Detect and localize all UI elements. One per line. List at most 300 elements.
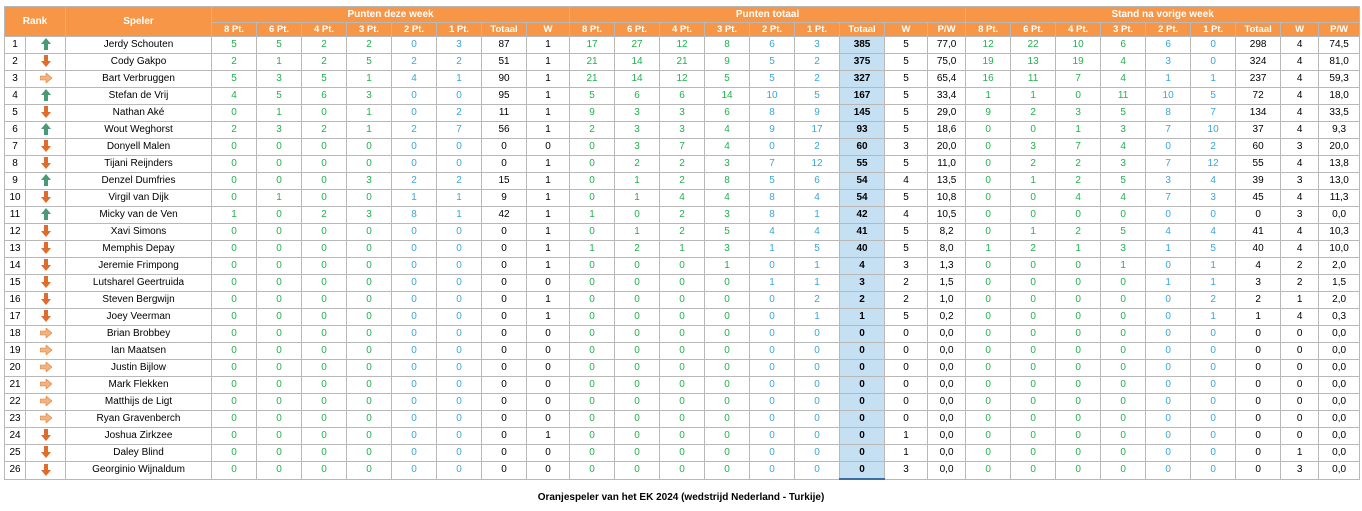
total-cell: 1,3 [928,258,966,275]
total-cell: 8 [705,173,750,190]
week-cell: 0 [482,394,527,411]
prev-cell: 9 [966,105,1011,122]
week-cell: 1 [527,105,570,122]
week-cell: 0 [482,343,527,360]
week-cell: 0 [212,156,257,173]
week-cell: 0 [437,360,482,377]
table-row [5,156,1360,173]
week-cell: 2 [212,54,257,71]
player-name: Georginio Wijnaldum [66,462,212,480]
player-name: Joshua Zirkzee [66,428,212,445]
total-cell: 1 [750,241,795,258]
trend-cell [26,462,66,480]
prev-col-header: W [1281,23,1319,37]
prev-cell: 3 [1146,54,1191,71]
week-cell: 0 [392,428,437,445]
total-cell: 1 [615,190,660,207]
rank-cell: 22 [5,394,26,411]
week-cell: 0 [257,309,302,326]
total-cell: 0 [615,258,660,275]
prev-cell: 0 [1101,292,1146,309]
prev-cell: 0 [1281,377,1319,394]
week-cell: 90 [482,71,527,88]
total-cell: 0 [660,462,705,480]
prev-cell: 0 [1011,445,1056,462]
week-cell: 0 [302,173,347,190]
total-cell: 12 [660,37,705,54]
table-row [5,445,1360,462]
total-cell: 0 [660,360,705,377]
week-cell: 0 [212,105,257,122]
total-cell: 4 [660,190,705,207]
prev-cell: 4 [1236,258,1281,275]
trend-cell [26,241,66,258]
prev-cell: 0 [1236,377,1281,394]
week-cell: 0 [257,224,302,241]
week-cell: 1 [527,88,570,105]
rank-header: Rank [5,7,66,37]
total-cell: 1,5 [928,275,966,292]
arrow-right-icon [40,413,52,424]
table-row [5,207,1360,224]
prev-cell: 0 [966,292,1011,309]
prev-cell: 5 [1101,105,1146,122]
rank-cell: 15 [5,275,26,292]
total-cell: 1 [615,173,660,190]
table-row [5,377,1360,394]
prev-cell: 0 [1281,326,1319,343]
week-cell: 0 [482,224,527,241]
prev-cell: 0 [1146,462,1191,480]
prev-cell: 0,3 [1319,309,1360,326]
week-cell: 4 [392,71,437,88]
total-cell: 60 [840,139,885,156]
prev-cell: 0 [1236,428,1281,445]
total-cell: 0 [660,326,705,343]
trend-cell [26,139,66,156]
prev-cell: 0 [1281,343,1319,360]
week-cell: 1 [257,190,302,207]
player-name: Ian Maatsen [66,343,212,360]
prev-cell: 4 [1281,71,1319,88]
total-cell: 0 [705,428,750,445]
prev-cell: 0 [966,343,1011,360]
total-cell: 5 [885,122,928,139]
total-cell: 3 [705,156,750,173]
arrow-down-icon [41,158,51,169]
total-cell: 1 [885,445,928,462]
prev-cell: 0 [1146,309,1191,326]
week-cell: 0 [302,445,347,462]
week-cell: 0 [392,224,437,241]
prev-cell: 0 [1146,343,1191,360]
total-cell: 0 [750,139,795,156]
table-row [5,258,1360,275]
week-cell: 0 [347,445,392,462]
total-cell: 0 [615,207,660,224]
prev-cell: 0 [1011,394,1056,411]
total-cell: 0 [660,445,705,462]
total-cell: 0 [840,360,885,377]
player-name: Mark Flekken [66,377,212,394]
week-cell: 0 [392,156,437,173]
week-cell: 1 [347,122,392,139]
week-cell: 1 [437,190,482,207]
total-col-header: 4 Pt. [660,23,705,37]
table-header [5,7,1360,37]
week-cell: 42 [482,207,527,224]
week-cell: 0 [347,360,392,377]
total-cell: 8 [705,37,750,54]
week-cell: 1 [527,207,570,224]
rank-cell: 8 [5,156,26,173]
prev-cell: 1 [1011,88,1056,105]
total-cell: 0 [570,292,615,309]
prev-cell: 0,0 [1319,394,1360,411]
week-cell: 0 [437,258,482,275]
total-col-header: 3 Pt. [705,23,750,37]
prev-col-header: 2 Pt. [1146,23,1191,37]
total-cell: 0 [570,326,615,343]
week-cell: 0 [482,139,527,156]
total-cell: 9 [750,122,795,139]
prev-cell: 0 [966,360,1011,377]
table-row [5,343,1360,360]
prev-col-header: 6 Pt. [1011,23,1056,37]
total-cell: 65,4 [928,71,966,88]
prev-cell: 4 [1191,224,1236,241]
prev-cell: 6 [1146,37,1191,54]
prev-cell: 1 [1281,445,1319,462]
total-cell: 0 [750,428,795,445]
week-cell: 87 [482,37,527,54]
total-cell: 0 [795,377,840,394]
week-col-header: W [527,23,570,37]
total-cell: 10,8 [928,190,966,207]
prev-cell: 13,8 [1319,156,1360,173]
total-cell: 14 [705,88,750,105]
prev-cell: 2 [1011,105,1056,122]
total-cell: 2 [885,292,928,309]
week-points-group-header: Punten deze week [212,7,570,23]
total-cell: 0 [795,343,840,360]
prev-cell: 1 [966,241,1011,258]
prev-cell: 0 [1191,326,1236,343]
player-name: Joey Veerman [66,309,212,326]
player-name: Donyell Malen [66,139,212,156]
prev-cell: 0 [1056,394,1101,411]
prev-cell: 0,0 [1319,343,1360,360]
prev-cell: 3 [1101,156,1146,173]
week-cell: 0 [302,394,347,411]
rank-cell: 26 [5,462,26,480]
total-cell: 12 [795,156,840,173]
trend-cell [26,360,66,377]
total-cell: 8,0 [928,241,966,258]
week-cell: 0 [257,411,302,428]
prev-cell: 0 [1236,326,1281,343]
total-cell: 10,5 [928,207,966,224]
week-cell: 0 [212,224,257,241]
arrow-up-icon [41,209,51,220]
week-cell: 0 [437,88,482,105]
prev-cell: 0 [1191,377,1236,394]
prev-cell: 0 [966,377,1011,394]
total-cell: 1 [840,309,885,326]
total-cell: 0 [570,190,615,207]
prev-cell: 0 [966,173,1011,190]
total-cell: 0 [885,377,928,394]
week-col-header: 1 Pt. [437,23,482,37]
prev-cell: 0 [1011,258,1056,275]
player-name: Jeremie Frimpong [66,258,212,275]
prev-cell: 1 [1191,71,1236,88]
week-cell: 0 [437,462,482,480]
total-cell: 0 [570,394,615,411]
prev-cell: 2 [1236,292,1281,309]
prev-cell: 0 [1056,88,1101,105]
total-cell: 0 [840,394,885,411]
table-row [5,224,1360,241]
prev-cell: 2 [1056,156,1101,173]
total-cell: 1 [705,258,750,275]
total-cell: 0 [570,411,615,428]
player-name: Bart Verbruggen [66,71,212,88]
week-cell: 0 [257,241,302,258]
week-cell: 1 [527,54,570,71]
week-cell: 1 [347,105,392,122]
week-cell: 5 [347,54,392,71]
prev-cell: 4 [1281,37,1319,54]
rank-cell: 20 [5,360,26,377]
prev-cell: 0 [1056,326,1101,343]
prev-cell: 39 [1236,173,1281,190]
table-row [5,54,1360,71]
prev-cell: 0 [966,190,1011,207]
prev-cell: 33,5 [1319,105,1360,122]
prev-cell: 3 [1281,173,1319,190]
prev-cell: 237 [1236,71,1281,88]
prev-cell: 0 [1011,190,1056,207]
prev-cell: 4 [1101,54,1146,71]
arrow-up-icon [41,175,51,186]
week-cell: 0 [347,139,392,156]
week-cell: 0 [482,241,527,258]
week-cell: 2 [302,207,347,224]
total-cell: 17 [795,122,840,139]
prev-cell: 0 [1101,462,1146,480]
player-name: Nathan Aké [66,105,212,122]
week-cell: 0 [392,462,437,480]
week-cell: 1 [527,309,570,326]
prev-cell: 1,5 [1319,275,1360,292]
total-cell: 5 [570,88,615,105]
week-cell: 0 [527,377,570,394]
week-cell: 1 [527,428,570,445]
total-cell: 0 [885,326,928,343]
arrow-right-icon [40,379,52,390]
total-cell: 0 [750,309,795,326]
week-cell: 0 [257,326,302,343]
prev-cell: 1 [1056,122,1101,139]
week-cell: 0 [302,428,347,445]
week-cell: 0 [302,275,347,292]
prev-cell: 0 [966,139,1011,156]
rank-cell: 9 [5,173,26,190]
total-cell: 0 [705,445,750,462]
week-cell: 1 [527,122,570,139]
week-cell: 1 [392,190,437,207]
prev-cell: 0 [1191,37,1236,54]
prev-col-header: 4 Pt. [1056,23,1101,37]
week-cell: 0 [302,326,347,343]
prev-cell: 3 [1281,462,1319,480]
week-cell: 0 [437,275,482,292]
trend-cell [26,54,66,71]
week-cell: 0 [482,326,527,343]
week-cell: 0 [437,377,482,394]
rank-cell: 1 [5,37,26,54]
total-cell: 2 [795,292,840,309]
total-cell: 5 [750,54,795,71]
week-cell: 0 [302,377,347,394]
week-cell: 0 [527,394,570,411]
total-cell: 0 [840,445,885,462]
table-row [5,309,1360,326]
week-cell: 0 [302,241,347,258]
player-name: Brian Brobbey [66,326,212,343]
week-col-header: Totaal [482,23,527,37]
week-cell: 0 [347,326,392,343]
prev-cell: 0 [966,326,1011,343]
prev-cell: 1 [1281,292,1319,309]
prev-cell: 2 [1191,139,1236,156]
prev-col-header: P/W [1319,23,1360,37]
prev-cell: 5 [1191,241,1236,258]
week-cell: 3 [347,173,392,190]
prev-cell: 0 [1056,411,1101,428]
week-cell: 0 [302,190,347,207]
week-cell: 0 [257,428,302,445]
prev-cell: 19 [966,54,1011,71]
prev-cell: 19 [1056,54,1101,71]
prev-cell: 13 [1011,54,1056,71]
prev-cell: 0 [1146,445,1191,462]
table-row [5,105,1360,122]
prev-cell: 1 [1011,173,1056,190]
week-cell: 0 [302,105,347,122]
table-row [5,241,1360,258]
total-cell: 2 [615,156,660,173]
total-cell: 54 [840,173,885,190]
total-cell: 0 [660,377,705,394]
total-cell: 0 [570,428,615,445]
prev-cell: 1 [1101,258,1146,275]
week-cell: 6 [302,88,347,105]
prev-cell: 0 [1101,360,1146,377]
week-cell: 5 [212,37,257,54]
total-cell: 0 [795,360,840,377]
total-cell: 0 [615,292,660,309]
table-row [5,462,1360,480]
table-row [5,71,1360,88]
total-cell: 12 [660,71,705,88]
prev-cell: 0 [1101,394,1146,411]
week-cell: 1 [527,173,570,190]
total-cell: 1 [795,275,840,292]
total-cell: 13,5 [928,173,966,190]
total-cell: 40 [840,241,885,258]
rank-cell: 17 [5,309,26,326]
total-cell: 0 [750,292,795,309]
prev-cell: 2 [1056,224,1101,241]
prev-cell: 0 [1056,377,1101,394]
prev-cell: 3 [1011,139,1056,156]
table-caption: Oranjespeler van het EK 2024 (wedstrijd Nederland - Turkije) [537,492,825,503]
prev-cell: 8 [1146,105,1191,122]
total-cell: 5 [885,54,928,71]
week-cell: 2 [392,54,437,71]
table-row [5,394,1360,411]
prev-cell: 0 [1056,360,1101,377]
week-cell: 0 [257,139,302,156]
week-cell: 0 [392,105,437,122]
week-cell: 0 [257,462,302,480]
total-cell: 0 [885,343,928,360]
prev-cell: 134 [1236,105,1281,122]
total-cell: 0,0 [928,428,966,445]
arrow-down-icon [41,192,51,203]
prev-cell: 9,3 [1319,122,1360,139]
week-cell: 5 [212,71,257,88]
total-cell: 14 [615,54,660,71]
total-cell: 0 [570,309,615,326]
week-cell: 0 [347,156,392,173]
trend-cell [26,71,66,88]
prev-cell: 0 [1011,428,1056,445]
week-cell: 51 [482,54,527,71]
total-cell: 3 [885,139,928,156]
prev-cell: 10,0 [1319,241,1360,258]
total-cell: 55 [840,156,885,173]
total-cell: 41 [840,224,885,241]
week-cell: 0 [347,275,392,292]
total-cell: 5 [885,190,928,207]
total-col-header: 8 Pt. [570,23,615,37]
prev-cell: 11 [1101,88,1146,105]
trend-cell [26,309,66,326]
prev-cell: 0 [1146,428,1191,445]
week-cell: 2 [302,37,347,54]
total-cell: 0 [570,462,615,480]
total-cell: 0,0 [928,326,966,343]
total-cell: 5 [795,241,840,258]
prev-cell: 0 [966,224,1011,241]
total-cell: 5 [885,71,928,88]
total-cell: 8,2 [928,224,966,241]
arrow-up-icon [41,124,51,135]
total-cell: 3 [615,105,660,122]
arrow-up-icon [41,39,51,50]
total-cell: 5 [750,71,795,88]
week-cell: 0 [482,411,527,428]
prev-cell: 0 [1236,445,1281,462]
prev-cell: 2 [1011,156,1056,173]
prev-cell: 0 [966,309,1011,326]
week-cell: 2 [302,54,347,71]
prev-cell: 2 [1281,275,1319,292]
prev-cell: 0 [1281,428,1319,445]
